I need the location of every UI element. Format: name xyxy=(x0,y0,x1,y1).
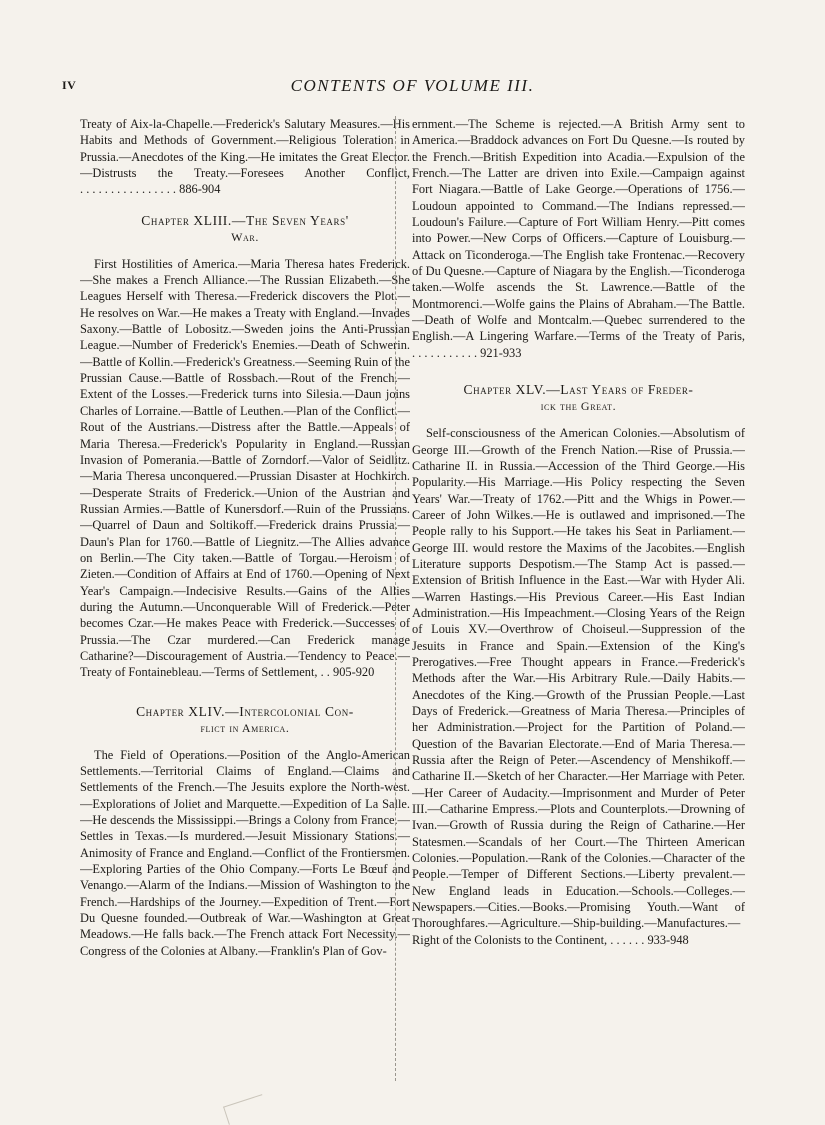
chapter-45-text: Self-consciousness of the American Colonies.—Absolutism of George III.—Growth of the French Nation.—Rise of Prussia.—Catharine II. in Russia.—Accession of the Third George.—His Popularity.—His Marriage.—His Policy respecting the Seven Years' War.—Treaty of 1762.—Pitt and the Whigs in Power.—Career of John Wilkes.—He is outlawed and imprisoned.—The People rally to his Support.—He takes his Seat in Parliament.—George III. would restore the Maxims of the Jacobites.—English Literature supports Despotism.—The Stamp Act is passed.—Extension of British Influence in the East.—War with Hyder Ali.—Warren Hastings.—His Previous Career.—His East Indian Administration.—His Impeachment.—Closing Years of the Reign of Louis XV.—Overthrow of Choiseul.—Suppression of the Jesuits in France and Spain.—Extension of the King's Prerogatives.—Free Thought appears in France.—Frederick's Methods after the War.—His Arbitrary Rule.—Daily Habits.—Anecdotes of the King.—Growth of the Prussian People.—Last Days of Frederick.—Greatness of Maria Theresa.—Principles of her Administration.—Project for the Partition of Poland.—Question of the Bavarian Electorate.—End of Maria Theresa.—Russia after the Reign of Peter.—Ascendency of Menshikoff.—Catharine II.—Sketch of her Character.—Her Marriage with Peter.—Her Career of Audacity.—Imprisonment and Murder of Peter III.—Catharine Empress.—Plots and Counterplots.—Drowning of Ivan.—Growth of Russia during the Reign of Catharine.—Her Statesmen.—Scandals of her Court.—The Thirteen American Colonies.—Population.—Rank of the Colonies.—Character of the People.—Temper of Different Sections.—Liberty prevalent.—New England leads in Education.—Schools.—Colleges.—Newspapers.—Cities.—Books.—Promising Youth.—Want of Thoroughfares.—Agriculture.—Ship-building.—Manufactures.—Right of the Colonists to the Continent, xyxy=(412,426,745,947)
chapter-45-pages: . . . . . . 933-948 xyxy=(610,932,689,947)
running-title: CONTENTS OF VOLUME III. xyxy=(290,76,535,95)
chapter-45-entry xyxy=(412,425,745,948)
chapter-43-text: First Hostilities of America.—Maria Theresa hates Frederick.—She makes a French Alliance.—The Russian Elizabeth.—She Leagues Herself with Theresa.—Frederick discovers the Plot.—He resolves on War.—He makes a Treaty with England.—Invades Saxony.—Battle of Lobositz.—Sweden joins the Anti-Prussian League.—Number of Frederick's Enemies.—Death of Schwerin.—Battle of Kollin.—Frederick's Greatness.—Seeming Ruin of the Prussian Cause.—Battle of Rossbach.—Rout of the French.—Extent of the Losses.—Frederick turns into Silesia.—Daun joins Charles of Lorraine.—Battle of Leuthen.—Plan of the Conflict.—Rout of the Austrians.—Distress after the Battle.—Appeals of Maria Theresa.—Frederick's Popularity in England.—Russian Invasion of Pomerania.—Battle of Zorndorf.—Valor of Seidlitz.—Maria Theresa unconquered.—Prussian Disaster at Hochkirch.—Desperate Straits of Frederick.—Union of the Austrian and Russian Armies.—Battle of Kunersdorf.—Ruin of the Prussians.—Quarrel of Daun and Soltikoff.—Frederick drains Prussia.—Daun's Plan for 1760.—Battle of Liegnitz.—The Allies advance on Berlin.—The City taken.—Battle of Torgau.—Heroism of Zieten.—Condition of Affairs at End of 1760.—Opening of Next Year's Campaign.—Indecisive Results.—Gains of the Allies during the Autumn.—Unconquerable Will of Frederick.—Peter becomes Czar.—He makes Peace with Frederick.—Successes of Prussia.—The Czar murdered.—Can Frederick manage Catharine?—Discouragement of Austria.—Tendency to Peace.—Treaty of Fontainebleau.—Terms of Settlement, xyxy=(80,256,410,680)
chapter-45-label: Chapter XLV.—Last Years of Freder- xyxy=(463,382,694,398)
page-header xyxy=(0,76,825,100)
chapter-43-entry xyxy=(80,256,410,681)
chapter-44-continuation xyxy=(412,116,745,361)
chapter-45-label-cont: ick the Great. xyxy=(540,399,617,414)
paper-fold-mark xyxy=(223,1094,268,1125)
chapter-44-entry xyxy=(80,747,410,959)
right-column xyxy=(412,116,745,1076)
chapter-44-label: Chapter XLIV.—Intercolonial Con- xyxy=(136,703,354,719)
chapter-44-heading xyxy=(80,703,410,737)
left-column xyxy=(80,116,410,1076)
chapter-43-label: Chapter XLIII.—The Seven Years' xyxy=(141,212,349,228)
chapter-44-label-cont: flict in America. xyxy=(200,720,290,735)
continuation-text: Treaty of Aix-la-Chapelle.—Frederick's Salutary Measures.—His Habits and Methods of Government.—Religious Toleration in Prussia.—Anecdotes of the King.—He imitates the Great Elector.—Distrusts the Treaty.—Foresees Another Conflict, xyxy=(80,117,410,181)
chapter-43-pages: . . 905-920 xyxy=(320,665,375,680)
chapter-44-text: The Field of Operations.—Position of the Anglo-American Settlements.—Territorial Claims of England.—Claims and Settlements of the French.—The Jesuits explore the North-west.—Explorations of Joliet and Marquette.—Expedition of La Salle.—He descends the Mississippi.—Brings a Colony from France.—Settles in Texas.—Is murdered.—Jesuit Missionary Stations.—Animosity of France and England.—Conflict of the Frontiersmen.—Exploring Parties of the Ohio Company.—Forts Le Bœuf and Venango.—Alarm of the Indians.—Mission of Washington to the French.—Hardships of the Journey.—Expedition of Trent.—Fort Du Quesne founded.—Outbreak of War.—Washington at Great Meadows.—He falls back.—The French attack Fort Necessity.—Congress of the Colonies at Albany.—Franklin's Plan of Gov- xyxy=(80,747,410,958)
continuation-pages: . . . . . . . . . . . . . . . . 886-904 xyxy=(80,182,221,197)
chapter-43-label-cont: War. xyxy=(231,229,259,244)
page-number: IV xyxy=(62,78,77,92)
column-divider xyxy=(395,116,396,1081)
continuation-entry xyxy=(80,116,410,198)
chapter-43-heading xyxy=(80,212,410,246)
chapter-44-pages: . . . . . . . . . . . 921-933 xyxy=(412,345,522,360)
chapter-44-cont-text: ernment.—The Scheme is rejected.—A British Army sent to America.—Braddock advances on Fort Du Quesne.—Is routed by the French.—British Expedition into Acadia.—Expulsion of the French.—The Latter are driven into Exile.—Campaign against Fort Niagara.—Battle of Lake George.—Operations of 1756.—Loudoun appointed to Command.—The Indians repressed.—Loudoun's Failure.—Capture of Fort William Henry.—Pitt comes into Power.—New Corps of Officers.—Capture of Louisburg.—Attack on Ticonderoga.—The English take Frontenac.—Recovery of Du Quesne.—Capture of Niagara by the English.—Ticonderoga taken.—Wolfe ascends the St. Lawrence.—Battle of the Montmorenci.—Wolfe gains the Plains of Abraham.—The Battle.—Death of Wolfe and Montcalm.—Quebec surrendered to the English.—A Lingering Warfare.—Terms of the Treaty of Paris, xyxy=(412,117,745,344)
chapter-45-heading xyxy=(412,381,745,415)
